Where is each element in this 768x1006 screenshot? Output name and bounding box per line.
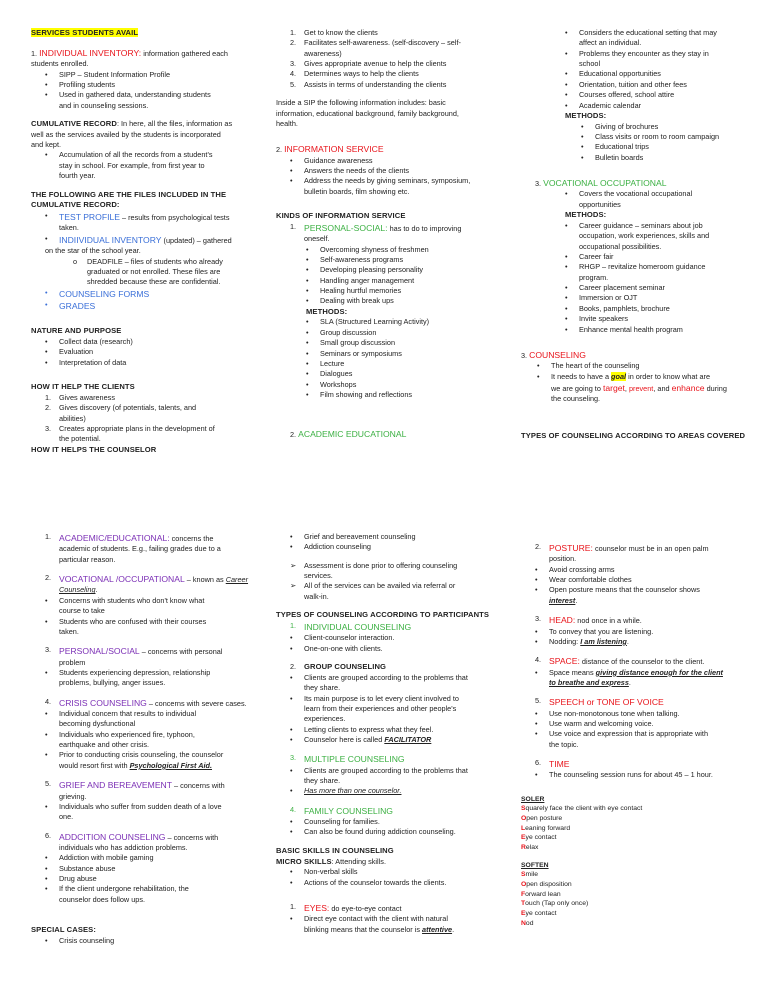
list-item: Relax bbox=[521, 844, 539, 852]
personal-list bbox=[45, 668, 253, 689]
vo-methods-list bbox=[565, 221, 751, 335]
ae-list bbox=[565, 28, 751, 111]
list-item: • Interpretation of data bbox=[45, 357, 127, 367]
list-item: Squarely face the client with eye contact bbox=[521, 805, 643, 813]
list-item: • Accumulation of all the records from a student's stay in school. For example, from first year to fourth year. bbox=[45, 150, 213, 181]
individual-inventory: 1. INDIVIDUAL INVENTORY: information gathered each students enrolled. bbox=[31, 47, 228, 69]
list-item: • Actions of the counselor towards the clients. bbox=[290, 877, 447, 887]
list-item: 2. Facilitates self-awareness. (self-discovery – self- awareness) bbox=[290, 38, 461, 58]
p-multiple: 3. MULTIPLE COUNSELING bbox=[290, 753, 405, 765]
list-item: • Prior to conducting crisis counseling, the counselor would resort first with Psychological First Aid. bbox=[45, 750, 224, 770]
list-item: • Healing hurtful memories bbox=[306, 285, 402, 295]
list-item: • Individuals who experienced fire, typhoon, earthquake and other crisis. bbox=[45, 729, 195, 750]
list-item: ➢ Assessment is done prior to offering counseling services. bbox=[290, 560, 458, 581]
ii-list bbox=[45, 70, 253, 111]
list-item: Touch (Tap only once) bbox=[521, 900, 589, 908]
counseling-heading: 3. COUNSELING bbox=[521, 349, 586, 360]
speech-list bbox=[535, 709, 751, 750]
time-list bbox=[535, 770, 751, 780]
list-item: • Used in gathered data, understanding students and in counseling sessions. bbox=[45, 90, 211, 110]
list-item: 3. Creates appropriate plans in the development of the potential. bbox=[45, 424, 215, 444]
skill-eyes: 1. EYES: do eye-to-eye contact bbox=[290, 902, 402, 914]
soler-title: SOLER bbox=[521, 795, 545, 803]
list-item: • Enhance mental health program bbox=[565, 324, 683, 334]
list-item: • Counselor here is called FACILITATOR bbox=[290, 734, 432, 744]
list-item: 4. Determines ways to help the clients bbox=[290, 69, 419, 79]
list-item: • Individuals who suffer from sudden death of a love one. bbox=[45, 801, 222, 822]
methods-label: METHODS: bbox=[565, 210, 607, 220]
list-item: • Concerns with students who don't know what course to take bbox=[45, 595, 205, 616]
list-item: • Crisis counseling bbox=[45, 935, 115, 945]
list-item: • Clients are grouped according to the problems that they share. bbox=[290, 672, 468, 693]
list-item: Leaning forward bbox=[521, 824, 571, 832]
list-item: • Career fair bbox=[565, 252, 614, 262]
list-item: • Substance abuse bbox=[45, 863, 116, 873]
p-individual-list bbox=[290, 633, 508, 654]
help-clients-title: HOW IT HELP THE CLIENTS bbox=[31, 382, 135, 392]
p-family: 4. FAMILY COUNSELING bbox=[290, 804, 393, 816]
list-item-cont: on the star of the school year. bbox=[45, 246, 141, 256]
list-item: • The counseling session runs for about 45 – 1 hour. bbox=[535, 770, 713, 780]
list-item: Open disposition bbox=[521, 880, 572, 888]
list-item: Eye contact bbox=[521, 909, 557, 917]
sip-info: Inside a SIP the following information includes: basic information, educational background, family background, health. bbox=[276, 98, 459, 128]
list-item: • Drug abuse bbox=[45, 874, 97, 884]
list-item: • Can also be found during addiction counseling. bbox=[290, 827, 456, 837]
list-item: • Self-awareness programs bbox=[306, 254, 404, 264]
list-item: • Orientation, tuition and other fees bbox=[565, 79, 687, 89]
list-item: • Grief and bereavement counseling bbox=[290, 532, 416, 541]
counseling-list bbox=[537, 361, 751, 404]
vo-list bbox=[565, 189, 751, 210]
list-item: • Nodding: I am listening. bbox=[535, 636, 629, 646]
counselor-list bbox=[290, 28, 506, 90]
basic-skills-title: BASIC SKILLS IN COUNSELING bbox=[276, 845, 394, 855]
eyes-list bbox=[290, 914, 508, 935]
area-addiction: 6. ADDCITION COUNSELING – concerns with individuals who has addiction problems. bbox=[45, 830, 219, 852]
special-more-list bbox=[290, 532, 508, 553]
list-item: • Address the needs by giving seminars, symposium, bulletin boards, film showing etc. bbox=[290, 176, 471, 196]
soften-title: SOFTEN bbox=[521, 861, 549, 869]
list-item: • GRADES bbox=[45, 299, 96, 311]
column-4 bbox=[31, 532, 253, 946]
list-item: • Addiction with mobile gaming bbox=[45, 853, 154, 863]
nature-title: NATURE AND PURPOSE bbox=[31, 326, 122, 336]
list-item: • Its main purpose is to let every client involved to learn from their experiences and other people's experiences. bbox=[290, 693, 459, 724]
list-item: • Giving of brochures bbox=[581, 121, 659, 131]
ae-methods-list bbox=[581, 122, 751, 163]
p-individual: 1. INDIVIDUAL COUNSELING bbox=[290, 620, 412, 632]
info-list bbox=[290, 156, 506, 197]
ae-heading: 2. ACADEMIC EDUCATIONAL bbox=[290, 429, 407, 440]
area-personal: 3. PERSONAL/SOCIAL – concerns with personal problem bbox=[45, 645, 223, 667]
methods-label: METHODS: bbox=[306, 306, 348, 316]
list-item: • TEST PROFILE – results from psychological tests taken. bbox=[45, 211, 230, 233]
list-item: • Immersion or OJT bbox=[565, 293, 638, 303]
kinds-title: KINDS OF INFORMATION SERVICE bbox=[276, 211, 406, 221]
list-item: • It needs to have a goal in order to know what are we are going to target, prevent, and enhance during the counseling. bbox=[537, 371, 727, 404]
skill-head: 3. HEAD: nod once in a while. bbox=[535, 614, 642, 626]
area-grief: 5. GRIEF AND BEREAVEMENT – concerns with grieving. bbox=[45, 779, 225, 801]
grief-list bbox=[45, 802, 253, 823]
list-item: • Film showing and reflections bbox=[306, 389, 413, 399]
list-item: • Educational opportunities bbox=[565, 69, 661, 79]
skill-posture: 2. POSTURE: counselor must be in an open palm position. bbox=[535, 542, 709, 564]
space-list bbox=[535, 668, 751, 689]
p-group: 2. GROUP COUNSELING bbox=[290, 662, 387, 672]
arrow-list bbox=[290, 561, 508, 602]
list-item: • Covers the vocational occupational opportunities bbox=[565, 189, 693, 209]
files-list bbox=[45, 211, 253, 312]
list-item: 1. Gives awareness bbox=[45, 392, 115, 402]
list-item: • Career placement seminar bbox=[565, 283, 665, 293]
area-crisis: 4. CRISIS COUNSELING – concerns with severe cases. bbox=[45, 696, 247, 708]
help-counselor-title: HOW IT HELPS THE COUNSELOR bbox=[31, 444, 157, 454]
list-item: • Handling anger management bbox=[306, 275, 415, 285]
list-item: 5. Assists in terms of understanding the clients bbox=[290, 79, 447, 89]
list-item: • Students who are confused with their courses taken. bbox=[45, 616, 207, 636]
list-item: • SLA (Structured Learning Activity) bbox=[306, 317, 430, 327]
files-title: THE FOLLOWING ARE THE FILES INCLUDED IN THE CUMULATIVE RECORD: bbox=[31, 189, 227, 210]
list-item: • One-on-one with clients. bbox=[290, 643, 383, 653]
list-item: • Use warm and welcoming voice. bbox=[535, 719, 654, 729]
types-participants-title: TYPES OF COUNSELING ACCORDING TO PARTICIPANTS bbox=[276, 610, 490, 620]
special-title: SPECIAL CASES: bbox=[31, 925, 96, 935]
micro-skills: MICRO SKILLS: Attending skills. bbox=[276, 856, 386, 866]
help-clients-list bbox=[45, 393, 253, 445]
list-item: • Developing pleasing personality bbox=[306, 265, 424, 275]
list-item: • Workshops bbox=[306, 379, 357, 389]
list-item: • Seminars or symposiums bbox=[306, 348, 402, 358]
list-item: • Open posture means that the counselor shows interest. bbox=[535, 585, 700, 605]
area-academic: 1. ACADEMIC/EDUCATIONAL: concerns the academic of students. E.g., failing grades due to a particular reason. bbox=[45, 532, 221, 564]
list-item: 3. Gives appropriate avenue to help the clients bbox=[290, 59, 447, 69]
list-item: • Direct eye contact with the client with natural blinking means that the counselor is attentive. bbox=[290, 914, 455, 934]
column-2 bbox=[276, 28, 506, 441]
list-item: ➢ All of the services can be availed via referral or walk-in. bbox=[290, 581, 456, 601]
addiction-list bbox=[45, 853, 253, 905]
info-service-heading: 2. INFORMATION SERVICE bbox=[276, 144, 384, 155]
list-item: • Space means giving distance enough for the client to breathe and express. bbox=[535, 667, 723, 687]
list-item: • Class visits or room to room campaign bbox=[581, 132, 720, 142]
list-item: Nod bbox=[521, 919, 534, 927]
list-item: • Individual concern that results to individual becoming dysfunctional bbox=[45, 709, 197, 729]
list-item: • Avoid crossing arms bbox=[535, 564, 615, 574]
list-item: • To convey that you are listening. bbox=[535, 626, 654, 636]
list-item: • Bulletin boards bbox=[581, 152, 644, 162]
list-item: • Counseling for families. bbox=[290, 817, 380, 827]
column-5 bbox=[276, 532, 508, 935]
methods-label: METHODS: bbox=[565, 110, 607, 120]
types-areas-title: TYPES OF COUNSELING ACCORDING TO AREAS COVERED bbox=[521, 430, 746, 440]
list-item: • Has more than one counselor. bbox=[290, 786, 402, 796]
ps-list bbox=[306, 245, 506, 307]
list-item: • Guidance awareness bbox=[290, 155, 373, 165]
skill-speech: 5. SPEECH or TONE OF VOICE bbox=[535, 696, 664, 708]
list-item: • Courses offered, school attire bbox=[565, 90, 675, 100]
list-item: • Overcoming shyness of freshmen bbox=[306, 244, 429, 254]
ps-heading: 1. PERSONAL-SOCIAL: has to do to improving oneself. bbox=[290, 221, 462, 244]
list-item: • RHGP – revitalize homeroom guidance program. bbox=[565, 262, 706, 282]
list-item: • Career guidance – seminars about job occupation, work experiences, skills and occupational possibilities. bbox=[565, 220, 710, 251]
list-item: • Clients are grouped according to the problems that they share. bbox=[290, 765, 468, 786]
list-item: Forward lean bbox=[521, 890, 561, 898]
list-item: • Invite speakers bbox=[565, 314, 629, 324]
list-item: • Non-verbal skills bbox=[290, 867, 358, 877]
list-item: • INDIIVIDUAL INVENTORY (updated) – gathered bbox=[45, 233, 232, 245]
list-item: Smile bbox=[521, 871, 539, 879]
p-multiple-list bbox=[290, 766, 508, 797]
posture-list bbox=[535, 565, 751, 606]
list-item: • Client-counselor interaction. bbox=[290, 633, 395, 643]
list-item: • Educational trips bbox=[581, 142, 649, 152]
list-item: • Collect data (research) bbox=[45, 337, 133, 347]
vo-heading: 3. VOCATIONAL OCCUPATIONAL bbox=[535, 178, 667, 189]
head-list bbox=[535, 627, 751, 648]
nature-list bbox=[45, 337, 253, 368]
list-item: 1. Get to know the clients bbox=[290, 28, 378, 37]
list-item: • Dialogues bbox=[306, 369, 353, 379]
list-item: • Small group discussion bbox=[306, 338, 396, 348]
list-item: Eye contact bbox=[521, 834, 557, 842]
p-family-list bbox=[290, 817, 508, 838]
ps-methods-list bbox=[306, 317, 506, 400]
list-item: • Use non-monotonous tone when talking. bbox=[535, 708, 680, 718]
list-item: • Answers the needs of the clients bbox=[290, 165, 410, 175]
list-item: • Considers the educational setting that may affect an individual. bbox=[565, 28, 717, 48]
list-item: o DEADFILE – files of students who already graduated or not enrolled. These files are shredded because these are confidential. bbox=[73, 256, 223, 287]
crisis-list bbox=[45, 709, 253, 771]
list-item: • Dealing with break ups bbox=[306, 296, 394, 306]
vocational-list bbox=[45, 596, 253, 637]
soften-list bbox=[521, 870, 751, 928]
list-item: 2. Gives discovery (of potentials, talents, and abilities) bbox=[45, 403, 197, 423]
column-3 bbox=[521, 28, 751, 441]
skill-time: 6. TIME bbox=[535, 758, 570, 770]
list-item: • Wear comfortable clothes bbox=[535, 575, 632, 585]
list-item: • Books, pamphlets, brochure bbox=[565, 303, 670, 313]
cumulative-record: CUMULATIVE RECORD: In here, all the files, information as well as the services availed by the students is incorporated and kept. bbox=[31, 118, 233, 150]
personal-social bbox=[290, 222, 506, 245]
cumulative-list bbox=[45, 150, 253, 181]
list-item: • Letting clients to express what they feel. bbox=[290, 724, 434, 734]
list-item: • Students experiencing depression, relationship problems, bullying, anger issues. bbox=[45, 667, 211, 688]
list-item: • Problems they encounter as they stay in school bbox=[565, 48, 709, 69]
special-list bbox=[45, 936, 253, 946]
list-item: • Group discussion bbox=[306, 327, 377, 337]
list-item: • Use voice and expression that is appropriate with the topic. bbox=[535, 729, 708, 749]
list-item: • The heart of the counseling bbox=[537, 361, 640, 371]
list-item: • SIPP – Student Information Profile bbox=[45, 69, 171, 79]
list-item: • If the client undergone rehabilitation, the counselor does follow ups. bbox=[45, 884, 189, 904]
skill-space: 4. SPACE: distance of the counselor to the client. bbox=[535, 655, 705, 667]
column-6 bbox=[521, 542, 751, 928]
list-item: • Addiction counseling bbox=[290, 542, 371, 552]
soler-list bbox=[521, 804, 751, 852]
p-group-list bbox=[290, 673, 508, 746]
list-item: • COUNSELING FORMS bbox=[45, 287, 150, 299]
list-item: Open posture bbox=[521, 815, 563, 823]
micro-list bbox=[290, 867, 508, 888]
services-title: SERVICES STUDENTS AVAIL bbox=[31, 28, 139, 37]
list-item: • Evaluation bbox=[45, 347, 94, 357]
area-vocational: 2. VOCATIONAL /OCCUPATIONAL – known as Career Counseling. bbox=[45, 573, 249, 595]
list-item: • Profiling students bbox=[45, 79, 115, 89]
column-1 bbox=[31, 28, 253, 456]
list-item: • Academic calendar bbox=[565, 100, 642, 110]
list-item: • Lecture bbox=[306, 358, 345, 368]
